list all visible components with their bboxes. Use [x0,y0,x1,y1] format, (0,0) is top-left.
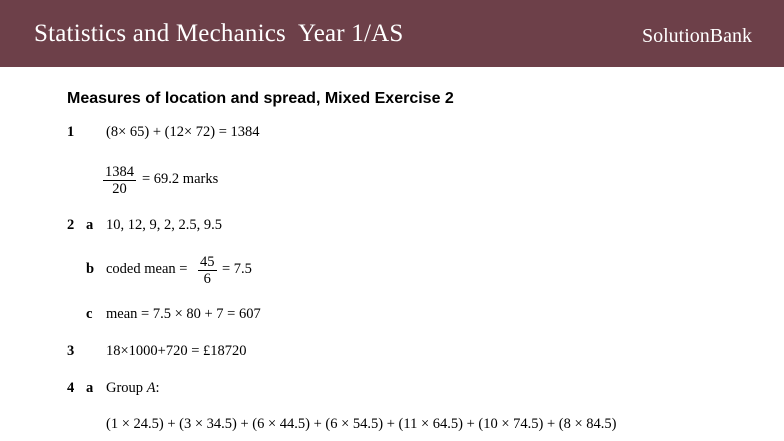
q2-b-fraction-denominator: 6 [203,271,211,287]
q2-b-fraction-numerator: 45 [200,254,215,270]
question-3-number: 3 [67,343,75,359]
q4-sum-expression: (1 × 24.5) + (3 × 34.5) + (6 × 44.5) + (6 × 54.5) + (11 × 64.5) + (10 × 74.5) + (8 × 84.5) [106,416,617,432]
q2-part-b-prefix: coded mean = [106,261,188,277]
question-2-number: 2 [67,217,75,233]
q1-fraction-numerator: 1384 [105,164,134,180]
q4-group-label [106,380,160,397]
q2-part-c-label: c [86,306,93,322]
q1-working-line: (8× 65) + (12× 72) = 1384 [106,124,260,140]
q1-fraction-denominator: 20 [112,181,127,197]
header-title: Statistics and Mechanics Year 1/AS [34,20,404,47]
question-1-number: 1 [67,124,75,140]
q2-part-c-answer: mean = 7.5 × 80 + 7 = 607 [106,306,261,322]
q3-answer: 18×1000+720 = £18720 [106,343,247,359]
q2-b-fraction [198,254,217,287]
q2-part-a-answer: 10, 12, 9, 2, 2.5, 9.5 [106,217,222,233]
q4-group-word: Group [106,380,147,396]
q4-group-letter: A [146,380,156,396]
q1-result: = 69.2 marks [142,171,219,187]
q1-fraction [103,164,136,197]
exercise-heading: Measures of location and spread, Mixed Exercise 2 [67,90,454,107]
q2-part-b-label: b [86,261,95,277]
question-4-number: 4 [67,380,75,396]
q2-part-a-label: a [86,217,94,233]
page-header [0,0,784,67]
q2-part-b-result: = 7.5 [222,261,252,277]
solutionbank-brand: SolutionBank [641,25,752,47]
q4-part-a-label: a [86,380,94,396]
q4-group-colon: : [155,380,160,396]
